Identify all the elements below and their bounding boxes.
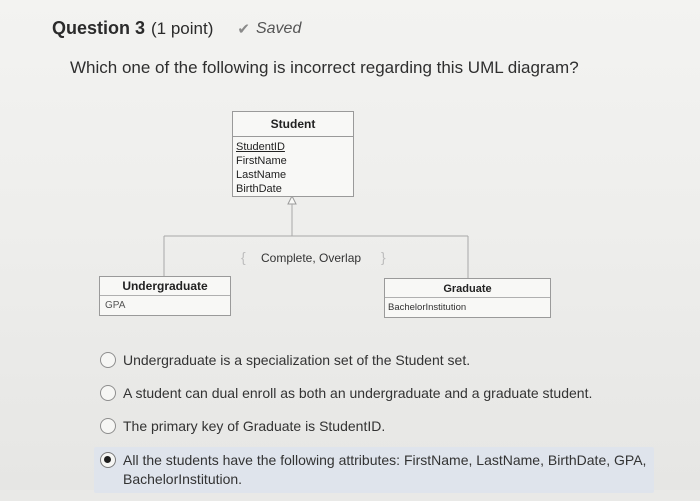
saved-label: Saved <box>255 20 302 37</box>
graduate-class-name: Graduate <box>385 279 550 298</box>
answer-option-text: All the students have the following attributes: FirstName, LastName, BirthDate, GPA, BachelorInstitution. <box>123 452 647 487</box>
student-attributes <box>233 137 353 199</box>
student-class-box <box>232 111 354 197</box>
answer-option-text: Undergraduate is a specialization set of the Student set. <box>123 352 471 368</box>
student-attr-lastname: LastName <box>236 169 287 181</box>
saved-status <box>237 20 301 38</box>
constraint-label: Complete, Overlap <box>261 251 362 265</box>
answer-option-4[interactable] <box>94 447 654 493</box>
undergraduate-class-box <box>99 276 231 316</box>
graduate-attributes <box>385 298 550 318</box>
check-icon: ✔ <box>237 21 250 38</box>
student-attr-studentid: StudentID <box>236 141 285 153</box>
graduate-attr-bachelorinstitution: BachelorInstitution <box>388 302 467 313</box>
radio-button[interactable] <box>100 418 116 434</box>
answer-option-3[interactable] <box>94 414 654 439</box>
radio-button-selected[interactable] <box>100 452 116 468</box>
student-class-name: Student <box>233 112 353 137</box>
question-text: Which one of the following is incorrect regarding this UML diagram? <box>70 58 579 77</box>
answer-options <box>94 348 654 501</box>
question-points: (1 point) <box>151 19 214 38</box>
question-title: Question 3 <box>52 18 146 38</box>
undergraduate-attr-gpa: GPA <box>105 300 126 311</box>
radio-button[interactable] <box>100 352 116 368</box>
student-attr-birthdate: BirthDate <box>236 183 282 195</box>
constraint-brace-left: { <box>241 249 246 265</box>
answer-option-2[interactable] <box>94 381 654 406</box>
undergraduate-class-name: Undergraduate <box>100 277 230 296</box>
answer-option-text: A student can dual enroll as both an undergraduate and a graduate student. <box>123 385 593 401</box>
constraint-brace-right: } <box>381 249 386 265</box>
undergraduate-attributes <box>100 296 230 316</box>
student-attr-firstname: FirstName <box>236 155 287 167</box>
answer-option-1[interactable] <box>94 348 654 373</box>
answer-option-text: The primary key of Graduate is StudentID. <box>123 418 386 434</box>
radio-button[interactable] <box>100 385 116 401</box>
graduate-class-box <box>384 278 551 318</box>
question-header <box>52 18 301 39</box>
